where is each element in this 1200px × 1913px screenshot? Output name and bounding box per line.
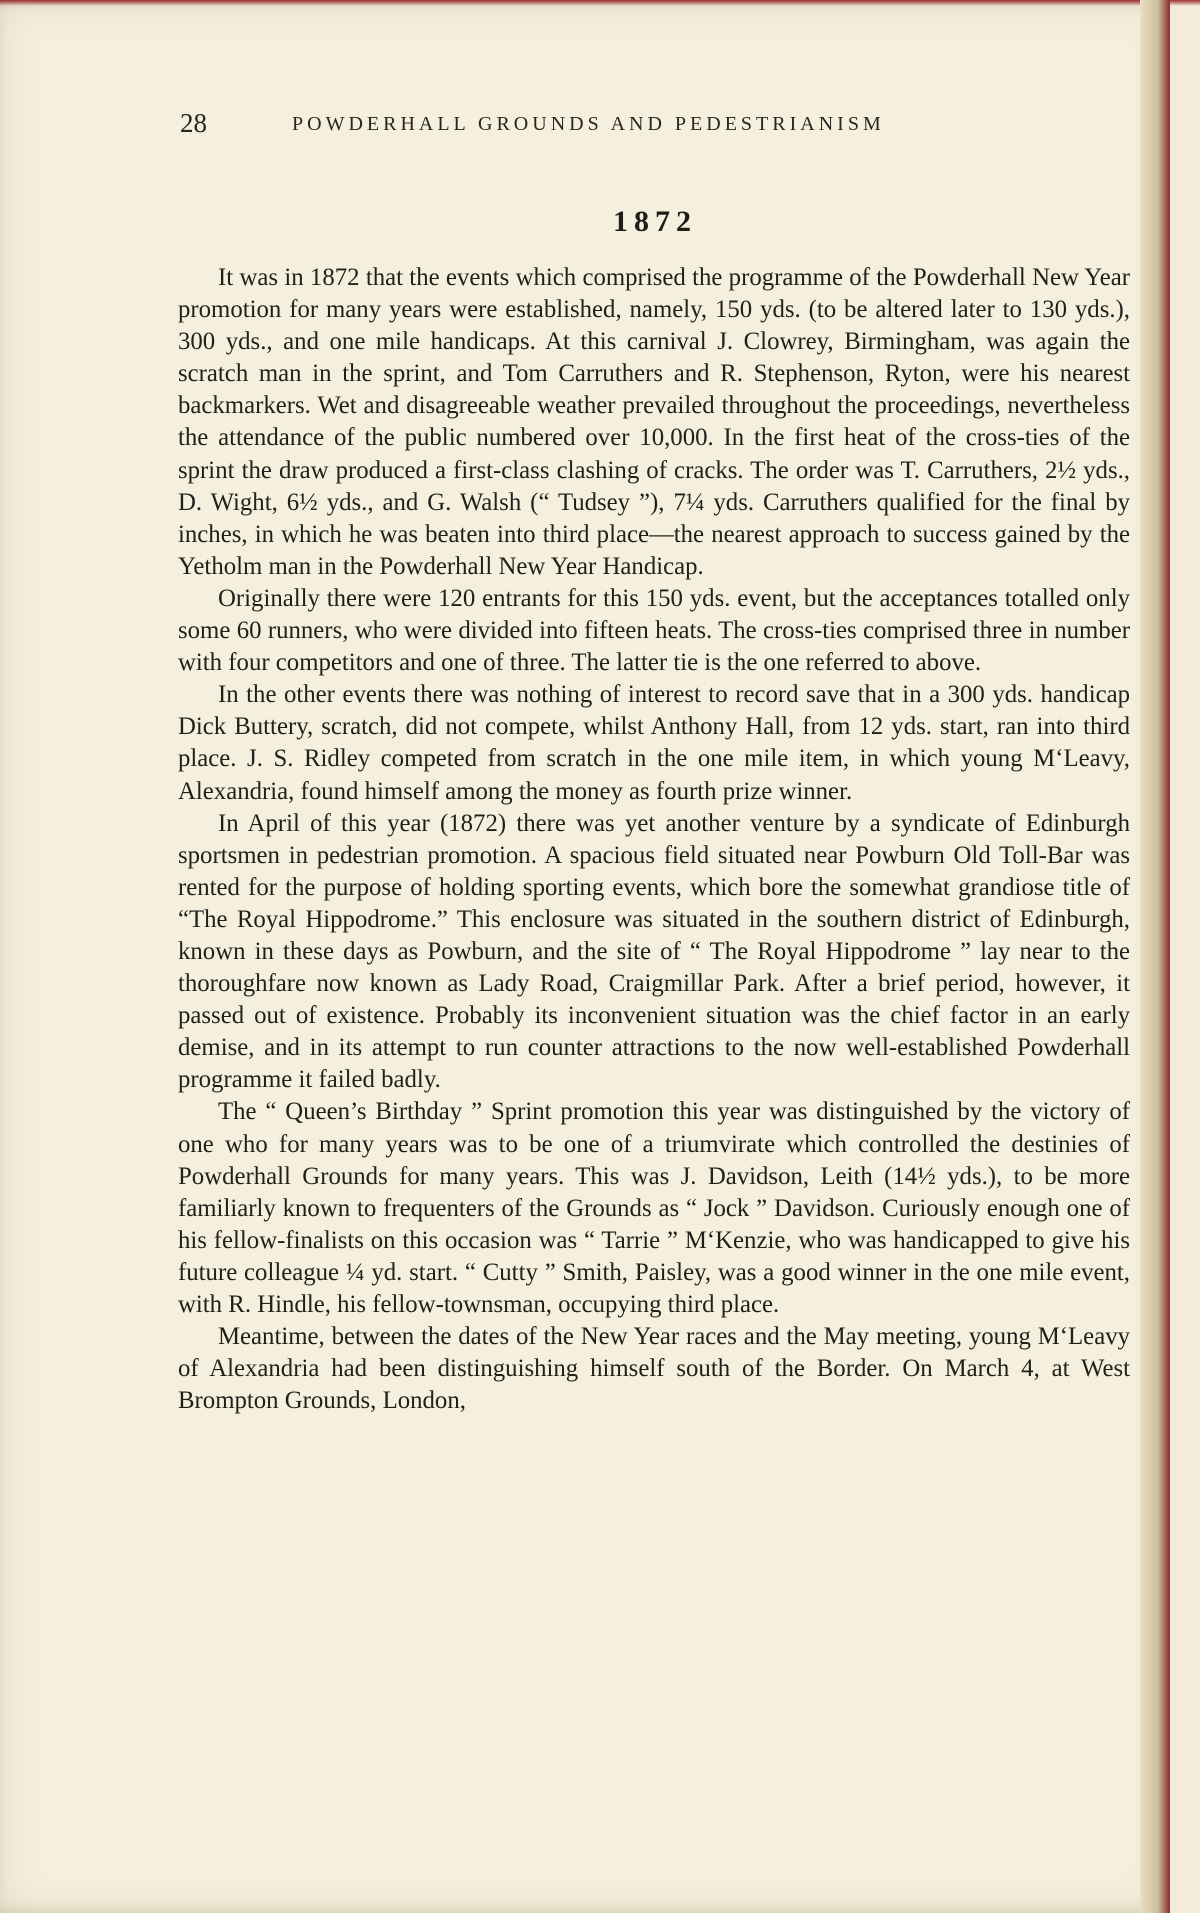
paragraph: Meantime, between the dates of the New Year races and the May meeting, young M‘Leavy of Alexandria had been distinguishing himself south of the Border. On March 4, at West Brompton Grounds, London, — [178, 1323, 1130, 1415]
paragraph: Originally there were 120 entrants for this 150 yds. event, but the acceptances totalled only some 60 runners, who were divided into fifteen heats. The cross-ties comprised three in number with four competitors and one of three. The latter tie is the one referred to above. — [178, 584, 1130, 677]
page-number: 28 — [180, 108, 207, 138]
running-head: POWDERHALL GROUNDS AND PEDESTRIANISM — [292, 113, 885, 135]
paragraph: In April of this year (1872) there was yet another venture by a syndicate of Edinburgh sportsmen in pedestrian promotion. A spacious field situated near Powburn Old Toll-Bar was rented for the purpose of holding sporting events, which bore the somewhat grandiose title of “The Royal Hippodrome.” This enclosure was situated in the southern district of Edinburgh, known in these days as Powburn, and the site of “ The Royal Hippodrome ” lay near to the thoroughfare now known as Lady Road, Craigmillar Park. After a brief period, however, it passed out of existence. Probably its inconvenient situation was the chief factor in an early demise, and in its attempt to run counter attractions to the now well-established Powderhall programme it failed badly. — [178, 809, 1130, 1094]
section-title: 1872 — [613, 205, 697, 238]
paragraph: In the other events there was nothing of interest to record save that in a 300 yds. handicap Dick Buttery, scratch, did not compete, whilst Anthony Hall, from 12 yds. start, ran into third place. J. S. Ridley competed from scratch in the one mile item, in which young M‘Leavy, Alexandria, found himself among the money as fourth prize winner. — [178, 681, 1130, 805]
page-binding-edge — [1140, 0, 1170, 1913]
page-top-edge — [0, 0, 1200, 6]
paragraph: The “ Queen’s Birthday ” Sprint promotion this year was distinguished by the victory of one who for many years was to be one of a triumvirate which controlled the destinies of Powderhall Grounds for many years. This was J. Davidson, Leith (14½ yds.), to be more familiarly known to frequenters of the Grounds as “ Jock ” Davidson. Curiously enough one of his fellow-finalists on this occasion was “ Tarrie ” M‘Kenzie, who was handicapped to give his future colleague ¼ yd. start. “ Cutty ” Smith, Paisley, was a good winner in the one mile event, with R. Hindle, his fellow-townsman, occupying third place. — [178, 1098, 1130, 1318]
page-header — [180, 108, 1040, 148]
paragraph: It was in 1872 that the events which comprised the programme of the Powderhall New Year promotion for many years were established, namely, 150 yds. (to be altered later to 130 yds.), 300 yds., and one mile handicaps. At this carnival J. Clowrey, Birmingham, was again the scratch man in the sprint, and Tom Carruthers and R. Stephenson, Ryton, were his nearest backmarkers. Wet and disagreeable weather prevailed throughout the proceedings, nevertheless the attendance of the public numbered over 10,000. In the first heat of the cross-ties of the sprint the draw produced a first-class clashing of cracks. The order was T. Carruthers, 2½ yds., D. Wight, 6½ yds., and G. Walsh (“ Tudsey ”), 7¼ yds. Carruthers qualified for the final by inches, in which he was beaten into third place—the nearest approach to success gained by the Yetholm man in the Powderhall New Year Handicap. — [178, 264, 1130, 580]
body-text — [178, 262, 1130, 1417]
